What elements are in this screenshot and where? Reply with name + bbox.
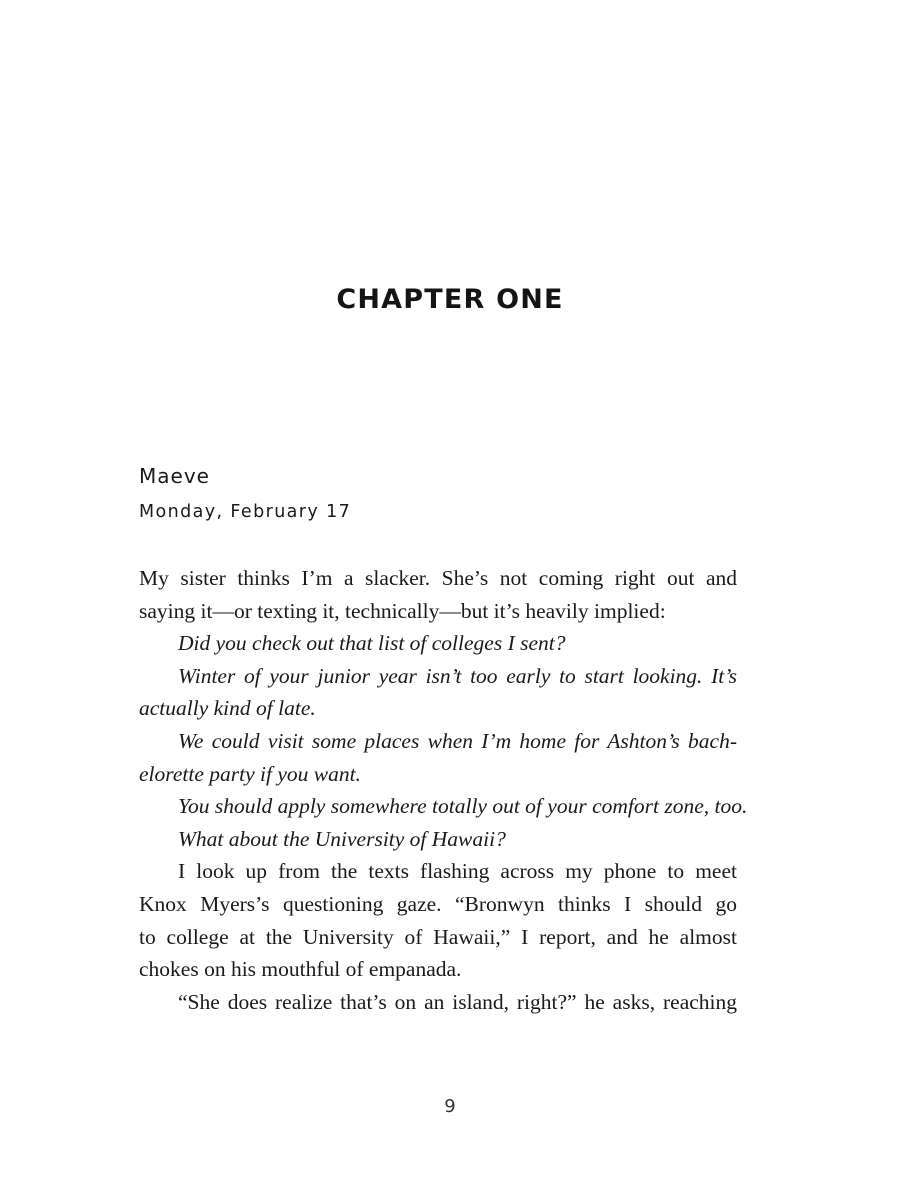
- body-line: “She does realize that’s on an island, right?” he asks, reaching: [178, 989, 737, 1014]
- narrator-name: Maeve: [139, 464, 210, 488]
- body-line: to college at the University of Hawaii,” I report, and he almost: [139, 924, 737, 949]
- body-line: saying it—or texting it, technically—but it’s heavily implied:: [139, 598, 666, 623]
- body-line-text-message: Winter of your junior year isn’t too early to start looking. It’s: [178, 663, 737, 688]
- body-line: Knox Myers’s questioning gaze. “Bronwyn thinks I should go: [139, 891, 737, 916]
- body-line-text-message: actually kind of late.: [139, 696, 316, 721]
- body-line-text-message: You should apply somewhere totally out of your comfort zone, too.: [178, 794, 748, 819]
- chapter-date: Monday, February 17: [139, 502, 352, 522]
- body-line-text-message: What about the University of Hawaii?: [178, 826, 506, 851]
- body-text: [139, 562, 748, 1018]
- body-line: I look up from the texts flashing across my phone to meet: [178, 859, 737, 884]
- body-line-text-message: Did you check out that list of colleges I sent?: [178, 631, 566, 656]
- chapter-title: CHAPTER ONE: [336, 284, 564, 315]
- body-line-text-message: We could visit some places when I’m home for Ashton’s bach-: [178, 728, 737, 753]
- body-line: chokes on his mouthful of empanada.: [139, 957, 462, 982]
- body-line: My sister thinks I’m a slacker. She’s not coming right out and: [139, 566, 737, 590]
- body-line-text-message: elorette party if you want.: [139, 761, 361, 786]
- page-number: 9: [444, 1096, 456, 1117]
